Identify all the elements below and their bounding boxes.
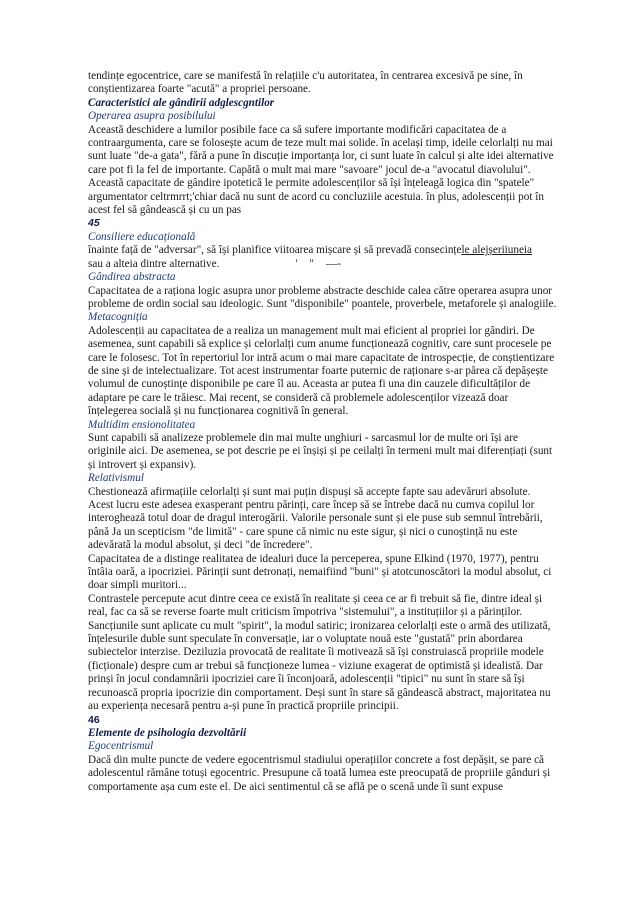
stray-mark: —-: [326, 257, 341, 270]
stray-mark: ": [309, 257, 314, 270]
paragraph: Această deschidere a lumilor posibile face ca să sufere importante modificări capacitatea de a contraargumenta, care se folosește acum de teze mult mai solide. în același timp, ideile celorlalți nu mai sunt luate "de-a gata", fără a pune în discuție importanța lor, ci sunt luate în calcul și alte idei alternative care pot fi la fel de importante. Capătă o mult mai mare "savoare" jocul de-a "avocatul diavolului". Această capacitate de gândire ipotetică le permite adolescenților să își înțeleagă logica din "spatele" argumentator celtrmrrt;'chiar dacă nu sunt de acord cu concluziile acestuia. în plus, adolescenții pot în acest fel să gândească și cu un pas: [88, 123, 554, 217]
subsection-heading: Relativismul: [88, 472, 144, 485]
paragraph: Capacitatea de a distinge realitatea de idealuri duce la perceperea, spune Elkind (1970, 1977), pentru întâia oară, a ipocriziei. Părinții sunt detronați, nemaifiind "buni" și atotcunoscători la modul absolut, ci doar simpli muritori...: [88, 552, 552, 592]
paragraph: Adolescenții au capacitatea de a realiza un management mult mai eficient al propriei lor gândiri. De asemenea, sunt capabili să explice și celorlalți cum anume funcționează cognitiv, care sunt procesele pe care le folosesc. Tot în repertoriul lor intră acum o mai mare capacitate de introspecție, de conștientizare de sine și de intelectualizare. Tot acest instrumentar foarte puternic de raționare s-ar părea că depășește volumul de cunoștințe disponibile pe care îl au. Aceasta ar putea fi una din cauzele dificultăților de adaptare pe care le trăiesc. Mai recent, se consideră că problemele adolescenților vizează doar înțelegerea socială și nu funcționarea cognitivă în general.: [88, 324, 555, 418]
subsection-heading: Multidim ensionolitatea: [88, 418, 196, 431]
page-number: 45: [88, 217, 100, 230]
paragraph: Chestionează afirmațiile celorlalți și sunt mai puțin dispuși să accepte fapte sau adevăruri absolute. Acest lucru este adesea exasperant pentru părinți, care încep să se întrebe dacă nu cumva copilul lor interoghează totul doar de dragul interogării. Valorile personale sunt și ele puse sub semnul întrebării, până Ja un scepticism "de limită" - care spune că nimic nu este sigur, și nici o cunoștință nu este adevărată la modul absolut, și deci "de încredere".: [88, 485, 543, 552]
running-header: Consiliere educațională: [88, 230, 196, 243]
paragraph: [88, 244, 558, 271]
stray-mark: ': [295, 257, 298, 270]
section-heading: Caracteristici ale gândirii adglescgntilor: [88, 96, 275, 109]
subsection-heading: Egocentrismul: [88, 740, 154, 753]
underlined-text: le alejșeriiuneia: [461, 244, 533, 257]
paragraph: Sunt capabili să analizeze problemele din mai multe unghiuri - sarcasmul lor de multe ori își are originile aici. De asemenea, se pot descrie pe ei înșiși și pe ceilalți în termeni mult mai diferențiați (sunt și introvert și expansiv).: [88, 431, 553, 471]
paragraph: tendințe egocentrice, care se manifestă în relațiile c'u autoritatea, în centrarea excesivă pe sine, în conștientizarea foarte "acută" a propriei persoane.: [88, 70, 523, 96]
paragraph: Capacitatea de a raționa logic asupra unor probleme abstracte deschide calea către operarea asupra unor probleme de ordin social sau ideologic. Sunt "disponibile" poantele, proverbele, metaforele și analogiile.: [88, 284, 557, 310]
paragraph-text: sau a alteia dintre alternative.: [88, 257, 220, 270]
subsection-heading: Gândirea abstracta: [88, 271, 176, 284]
paragraph: Dacă din multe puncte de vedere egocentrismul stadiului operațiilor concrete a fost depășit, se pare că adolescentul rămâne totuși egocentric. Presupune că toată lumea este preocupată de propriile gânduri și comportamente așa cum este el. De aici sentimentul că se află pe o scenă unde îi sunt expuse: [88, 753, 551, 793]
page-number: 46: [88, 713, 100, 726]
running-header: Elemente de psihologia dezvoltării: [88, 726, 247, 739]
paragraph: Contrastele percepute acut dintre ceea ce există în realitate și ceea ce ar fi trebuit să fie, dintre ideal și real, fac ca să se reverse foarte mult criticism împotriva "sistemului", a instituțiilor și a părinților. Sancțiunile sunt aplicate cu mult "spirit", la modul satiric; ironizarea celorlalți este o armă des utilizată, înțelesurile duble sunt speculate în conversație, iar o voluptate nouă este "gustată" prin abordarea subiectelor interzise. Deziluzia provocată de realitate îi motivează să își construiască propriile modele (ficționale) despre cum ar trebui să funcționeze lumea - viziune exagerat de optimistă și idealistă. Dar prinși în jocul condamnării ipocriziei care îi înconjoară, adolescenții "tipici" nu sunt în stare să își recunoască propria ipocrizie din comportament. Deși sunt în stare să gândească abstract, majoritatea nu au experiența necesară pentru a-și pune în practică propriile principii.: [88, 592, 551, 713]
paragraph-text: înainte față de "adversar", să își planifice viitoarea mișcare și să prevadă consecințe: [88, 244, 462, 257]
subsection-heading: Metacogniția: [88, 311, 148, 324]
document-page: [88, 70, 558, 794]
subsection-heading: Operarea asupra posibilului: [88, 110, 216, 123]
